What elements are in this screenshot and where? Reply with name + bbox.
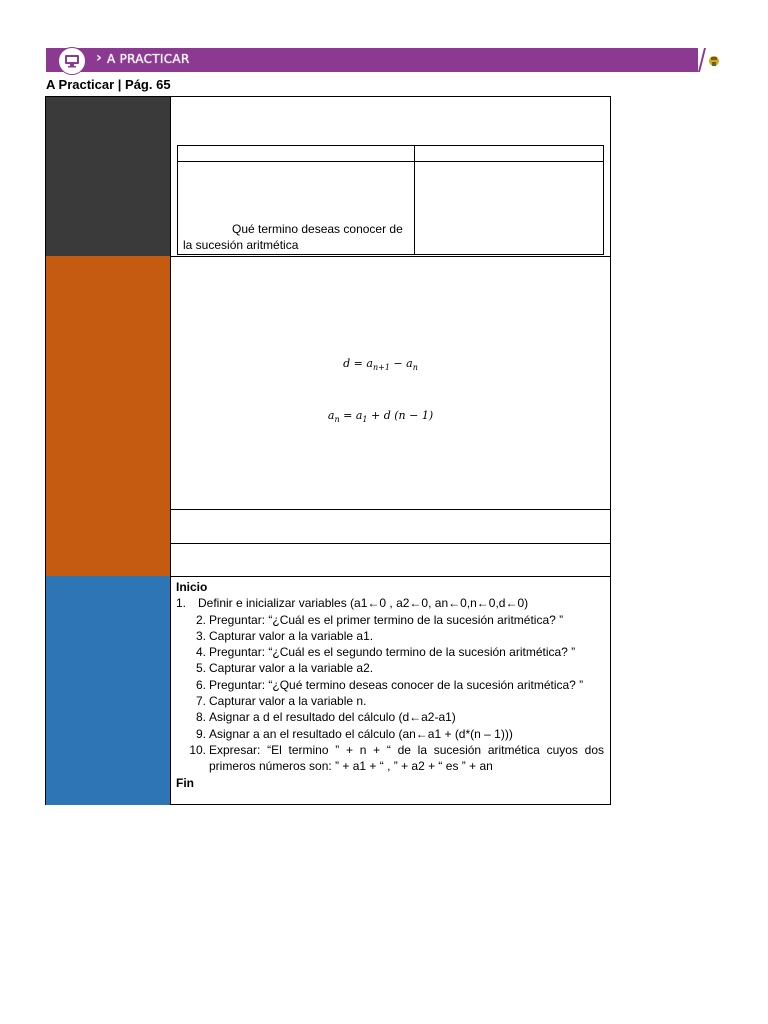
- empty-cell-2: [170, 543, 610, 577]
- algorithm-start: Inicio: [176, 580, 208, 594]
- computer-icon: [58, 47, 86, 75]
- inner-header-row: [178, 146, 603, 162]
- algorithm-table: [45, 96, 611, 805]
- empty-cell-1: [170, 509, 610, 544]
- banner-title: A PRACTICAR: [107, 52, 190, 66]
- page-reference: A Practicar | Pág. 65: [46, 77, 171, 92]
- list-item: 9. Asignar a an el resultado el cálculo (an←a1 + (d*(n – 1))): [195, 726, 513, 741]
- list-item: 3. Capturar valor a la variable a1.: [195, 628, 374, 643]
- inner-column-divider: [414, 146, 415, 254]
- list-item: 4. Preguntar: “¿Cuál es el segundo termino de la sucesión aritmética? ”: [195, 645, 576, 660]
- algorithm-cell: [170, 577, 610, 805]
- list-item: 8. Asignar a d el resultado del cálculo (d←a2-a1): [195, 710, 456, 725]
- list-item: 1. Definir e inicializar variables (a1←0 , a2←0, an←0,n←0,d←0): [176, 596, 529, 611]
- formula-nth-term: $a_n = a_1 + d$ (n − 1): [327, 409, 434, 425]
- input-question-text: Qué termino deseas conocer de la sucesión aritmética: [183, 222, 403, 252]
- row-label-orange: [46, 256, 170, 576]
- formula-difference: $d = a_{n+1} - a_n$: [343, 357, 418, 373]
- inputs-cell: [170, 97, 610, 257]
- list-item: 5. Capturar valor a la variable a2.: [195, 661, 374, 676]
- list-item: 10. Expresar: “El termino ” + n + “ de la sucesión aritmética cuyos dos primeros números son: ” + a1 + “ , ” + a2 + “ es ” + an: [189, 742, 604, 774]
- chevron-right-icon: ›: [96, 50, 102, 66]
- school-logo: [698, 48, 728, 72]
- list-item: 2. Preguntar: “¿Cuál es el primer termino de la sucesión aritmética? ”: [195, 612, 564, 627]
- formulas-cell: [170, 257, 610, 510]
- row-label-blue: [46, 576, 170, 805]
- list-item: 7. Capturar valor a la variable n.: [195, 694, 367, 709]
- list-item: 6. Preguntar: “¿Qué termino deseas conocer de la sucesión aritmética? ”: [195, 677, 584, 692]
- algorithm-end: Fin: [176, 775, 194, 790]
- inputs-inner-table: [177, 145, 604, 255]
- row-label-dark: [46, 97, 170, 256]
- algorithm-steps: [176, 579, 604, 791]
